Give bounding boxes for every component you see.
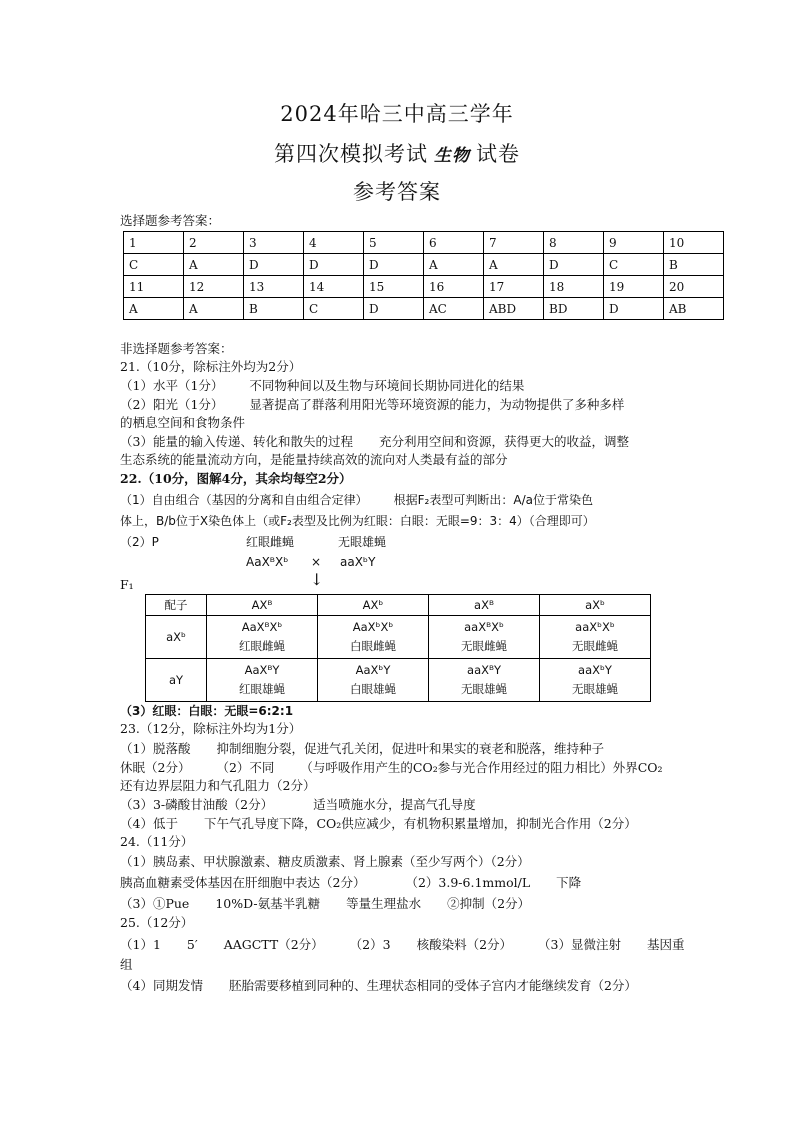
q23-p1-explanation: 抑制细胞分裂，促进气孔关闭，促进叶和果实的衰老和脱落，维持种子	[216, 741, 604, 756]
answer-cell: A	[184, 298, 244, 320]
q23-p1-cont: 休眠（2分）	[120, 760, 191, 775]
question-number: 4	[304, 232, 364, 254]
question-number: 19	[604, 276, 664, 298]
gamete-header: 配子	[146, 595, 207, 616]
q21-p1-explanation: 不同物种间以及生物与环境间长期协同进化的结果	[249, 378, 525, 393]
answer-cell: ABD	[484, 298, 544, 320]
q21-p1-answer: （1）水平（1分）	[120, 378, 224, 393]
q24-p3-group3: 等量生理盐水	[346, 896, 422, 911]
exam-name-pre: 第四次模拟考试	[274, 142, 428, 166]
punnett-square	[145, 594, 651, 702]
offspring-genotype: aaXᴮXᵇ	[464, 620, 504, 634]
f1-label: F₁	[120, 577, 134, 592]
q21-heading: 21.（10分，除标注外均为2分）	[120, 359, 302, 374]
q22-heading: 22.（10分，图解4分，其余均每空2分）	[120, 471, 352, 486]
q21-p3-answer: （3）能量的输入传递、转化和散失的过程	[120, 434, 353, 449]
offspring-phenotype: 白眼雌蝇	[350, 639, 396, 653]
q25-p1-answer: （1）1	[120, 937, 161, 952]
offspring-genotype: aaXᵇXᵇ	[575, 620, 615, 634]
q23-p2-answer: （2）不同	[216, 760, 275, 775]
offspring-phenotype: 红眼雌蝇	[239, 639, 285, 653]
q25-p1-end: 5′	[186, 937, 198, 952]
exam-name-post: 试卷	[476, 142, 520, 166]
question-number: 18	[544, 276, 604, 298]
q22-part2-label: （2）P	[120, 535, 159, 549]
q21-part2	[120, 396, 624, 414]
answer-cell: B	[664, 254, 724, 276]
question-number: 12	[184, 276, 244, 298]
q23-heading: 23.（12分，除标注外均为1分）	[120, 721, 302, 736]
q24-heading: 24.（11分）	[120, 834, 194, 849]
q23-part4	[120, 815, 637, 833]
q25-p2-answer: （2）3	[349, 937, 391, 952]
mc-heading: 选择题参考答案：	[120, 213, 221, 228]
offspring-genotype: AaXᴮY	[244, 663, 280, 677]
q25-p3-answer: （3）显微注射	[538, 937, 622, 952]
question-number: 11	[124, 276, 184, 298]
p-male-phenotype: 无眼雄蝇	[338, 535, 387, 549]
mc-answer-table	[123, 231, 724, 320]
question-number: 13	[244, 276, 304, 298]
offspring-genotype: aaXᵇY	[578, 663, 612, 677]
q23-p3-answer: （3）3-磷酸甘油酸（2分）	[120, 797, 274, 812]
table-row	[124, 298, 724, 320]
q25-p1-sequence: AAGCTT（2分）	[223, 937, 324, 952]
answer-cell: BD	[544, 298, 604, 320]
subject-handwritten: 生物	[434, 146, 470, 166]
table-row	[146, 616, 651, 659]
offspring-cell	[429, 616, 540, 659]
q25-heading: 25.（12分）	[120, 915, 194, 930]
offspring-phenotype: 无眼雌蝇	[572, 639, 618, 653]
answer-cell: A	[124, 298, 184, 320]
q24-part3	[120, 895, 530, 913]
offspring-genotype: AaXᵇY	[355, 663, 391, 677]
q23-part1	[120, 740, 604, 758]
table-row	[124, 232, 724, 254]
answer-cell: C	[124, 254, 184, 276]
q22-p1-explanation: 根据F₂表型可判断出：A/a位于常染色	[393, 493, 593, 507]
male-gamete: aY	[146, 659, 207, 702]
answer-cell: D	[244, 254, 304, 276]
cross-symbol: ×	[311, 555, 322, 569]
answer-cell: C	[604, 254, 664, 276]
offspring-genotype: AaXᴮXᵇ	[241, 620, 283, 634]
answer-cell: A	[184, 254, 244, 276]
female-gamete: aXᵇ	[540, 595, 651, 616]
answer-cell: C	[304, 298, 364, 320]
answer-cell: D	[364, 254, 424, 276]
q24-p2-trend: 下降	[556, 875, 582, 890]
q21-part3-cont: 生态系统的能量流动方向，是能量持续高效的流向对人类最有益的部分	[120, 452, 508, 467]
female-gamete: AXᵇ	[318, 595, 429, 616]
q23-part2	[120, 759, 663, 777]
question-number: 8	[544, 232, 604, 254]
answer-cell: D	[604, 298, 664, 320]
offspring-phenotype: 红眼雄蝇	[239, 682, 285, 696]
question-number: 7	[484, 232, 544, 254]
q24-p1-explanation: 胰高血糖素受体基因在肝细胞中表达（2分）	[120, 875, 366, 890]
offspring-cell	[207, 659, 318, 702]
q24-p3-group1: （3）①Pue	[120, 896, 190, 911]
q25-part3-cont: 组	[120, 957, 133, 972]
offspring-phenotype: 无眼雄蝇	[461, 682, 507, 696]
table-row	[146, 659, 651, 702]
offspring-phenotype: 白眼雄蝇	[350, 682, 396, 696]
table-row	[124, 276, 724, 298]
q24-p3-group2: 10%D-氨基半乳糖	[215, 896, 321, 911]
q21-part2-cont: 的栖息空间和食物条件	[120, 415, 246, 430]
exam-year-title: 2024年哈三中高三学年	[280, 102, 514, 126]
offspring-cell	[318, 616, 429, 659]
q22-part1	[120, 491, 593, 509]
question-number: 10	[664, 232, 724, 254]
q23-p4-answer: （4）低于	[120, 816, 178, 831]
down-arrow-icon: ↓	[310, 570, 324, 589]
q21-part3	[120, 433, 629, 451]
q25-p2-stain: 核酸染料（2分）	[416, 937, 513, 952]
answer-key-title: 参考答案	[353, 180, 441, 204]
offspring-phenotype: 无眼雌蝇	[461, 639, 507, 653]
question-number: 15	[364, 276, 424, 298]
exam-name-title	[0, 138, 794, 168]
q22-part1-cont: 体上，B/b位于X染色体上（或F₂表型及比例为红眼：白眼：无眼=9：3：4）（合理即可）	[120, 514, 595, 528]
q24-p2-answer: （2）3.9-6.1mmol/L	[405, 875, 531, 890]
table-row	[146, 595, 651, 616]
q23-p1-answer: （1）脱落酸	[120, 741, 191, 756]
q23-part3	[120, 796, 476, 814]
q25-part1	[120, 936, 685, 954]
question-number: 14	[304, 276, 364, 298]
question-number: 1	[124, 232, 184, 254]
q22-p1-answer: （1）自由组合（基因的分离和自由组合定律）	[120, 493, 368, 507]
q25-p4-answer: （4）同期发情	[120, 978, 203, 993]
q23-p3-explanation: 适当喷施水分，提高气孔导度	[313, 797, 476, 812]
answer-cell: A	[424, 254, 484, 276]
q21-p2-answer: （2）阳光（1分）	[120, 397, 224, 412]
offspring-genotype: aaXᴮY	[467, 663, 501, 677]
answer-cell: AC	[424, 298, 484, 320]
question-number: 20	[664, 276, 724, 298]
q23-p4-explanation: 下午气孔导度下降，CO₂供应减少，有机物积累量增加，抑制光合作用（2分）	[203, 816, 637, 831]
q23-part2-cont: 还有边界层阻力和气孔阻力（2分）	[120, 778, 316, 793]
nonmc-heading: 非选择题参考答案：	[120, 341, 233, 356]
question-number: 2	[184, 232, 244, 254]
p-male-genotype: aaXᵇY	[340, 555, 376, 569]
answer-cell: D	[364, 298, 424, 320]
question-number: 6	[424, 232, 484, 254]
answer-cell: B	[244, 298, 304, 320]
q25-p4-explanation: 胚胎需要移植到同种的、生理状态相同的受体子宫内才能继续发育（2分）	[228, 978, 637, 993]
question-number: 3	[244, 232, 304, 254]
male-gamete: aXᵇ	[146, 616, 207, 659]
female-gamete: AXᴮ	[207, 595, 318, 616]
q21-p2-explanation: 显著提高了群落利用阳光等环境资源的能力，为动物提供了多种多样	[249, 397, 625, 412]
question-number: 5	[364, 232, 424, 254]
answer-cell: A	[484, 254, 544, 276]
p-female-phenotype: 红眼雌蝇	[246, 535, 295, 549]
offspring-cell	[540, 659, 651, 702]
q24-part1-cont	[120, 874, 581, 892]
female-gamete: aXᴮ	[429, 595, 540, 616]
question-number: 16	[424, 276, 484, 298]
table-row	[124, 254, 724, 276]
offspring-genotype: AaXᵇXᵇ	[352, 620, 394, 634]
offspring-phenotype: 无眼雄蝇	[572, 682, 618, 696]
q25-part4	[120, 977, 637, 995]
q24-part1: （1）胰岛素、甲状腺激素、糖皮质激素、肾上腺素（至少写两个）（2分）	[120, 854, 530, 869]
q25-p3-cont: 基因重	[647, 937, 685, 952]
q21-p3-explanation: 充分利用空间和资源，获得更大的收益，调整	[378, 434, 629, 449]
answer-cell: D	[304, 254, 364, 276]
offspring-cell	[540, 616, 651, 659]
p-female-genotype: AaXᴮXᵇ	[246, 555, 289, 569]
answer-cell: AB	[664, 298, 724, 320]
offspring-cell	[207, 616, 318, 659]
question-number: 17	[484, 276, 544, 298]
offspring-cell	[429, 659, 540, 702]
q21-part1	[120, 377, 524, 395]
answer-cell: D	[544, 254, 604, 276]
q23-p2-explanation: （与呼吸作用产生的CO₂参与光合作用经过的阻力相比）外界CO₂	[300, 760, 663, 775]
q24-p3-effect: ②抑制（2分）	[447, 896, 531, 911]
q22-part3: （3）红眼：白眼：无眼=6:2:1	[120, 704, 294, 718]
offspring-cell	[318, 659, 429, 702]
question-number: 9	[604, 232, 664, 254]
